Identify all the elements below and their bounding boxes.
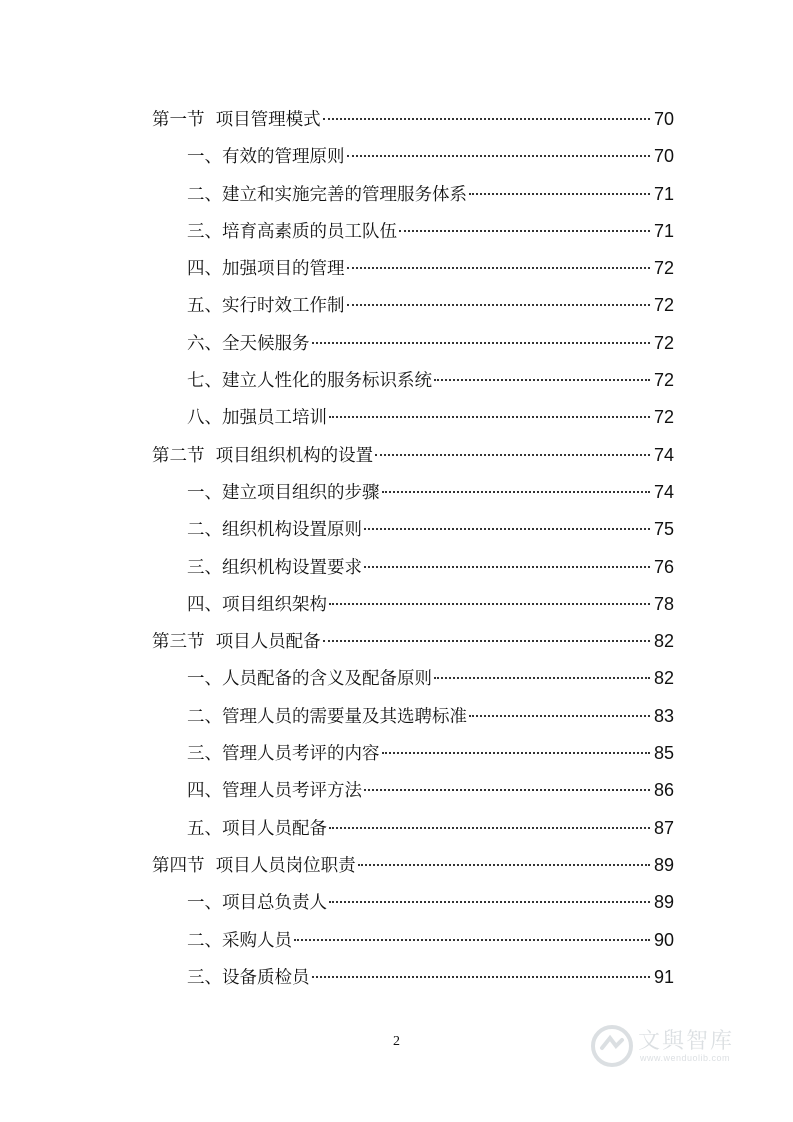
toc-entry-label: 四、项目组织架构 — [187, 594, 327, 615]
toc-entry-page: 70 — [653, 109, 674, 129]
toc-entry[interactable] — [152, 138, 674, 175]
toc-entry-label: 一、有效的管理原则 — [187, 147, 345, 168]
toc-dot-leader — [364, 528, 650, 530]
toc-dot-leader — [347, 267, 650, 269]
toc-entry-label: 一、人员配备的含义及配备原则 — [187, 669, 432, 690]
toc-entry-label: 四、加强项目的管理 — [187, 259, 345, 280]
toc-entry[interactable] — [152, 772, 674, 809]
toc-entry-label: 三、管理人员考评的内容 — [187, 744, 380, 765]
toc-dot-leader — [323, 640, 650, 642]
toc-entry[interactable] — [152, 101, 674, 138]
toc-entry-page: 91 — [653, 966, 674, 987]
watermark-logo-icon — [590, 1024, 634, 1068]
toc-dot-leader — [329, 901, 650, 903]
toc-dot-leader — [329, 603, 650, 605]
toc-entry-page: 87 — [653, 817, 674, 838]
toc-dot-leader — [364, 789, 650, 791]
toc-dot-leader — [323, 118, 650, 120]
toc-entry[interactable] — [152, 586, 674, 623]
toc-entry-page: 86 — [653, 780, 674, 801]
toc-dot-leader — [329, 827, 650, 829]
watermark-text: 文與智库 — [638, 1029, 735, 1054]
toc-entry[interactable] — [152, 698, 674, 735]
toc-entry-label: 第三节 项目人员配备 — [152, 632, 321, 653]
toc-entry[interactable] — [152, 287, 674, 324]
toc-entry[interactable] — [152, 437, 674, 474]
toc-entry-label: 六、全天候服务 — [187, 333, 310, 354]
toc-entry-label: 一、建立项目组织的步骤 — [187, 482, 380, 503]
toc-dot-leader — [434, 379, 650, 381]
toc-entry-page: 71 — [653, 220, 674, 241]
toc-entry-label: 二、管理人员的需要量及其选聘标准 — [187, 706, 467, 727]
toc-entry-label: 五、项目人员配备 — [187, 818, 327, 839]
toc-dot-leader — [382, 491, 650, 493]
toc-entry-label: 七、建立人性化的服务标识系统 — [187, 371, 432, 392]
toc-entry[interactable] — [152, 623, 674, 660]
toc-entry-page: 82 — [653, 668, 674, 689]
toc-dot-leader — [469, 193, 650, 195]
toc-entry-page: 76 — [653, 556, 674, 577]
toc-entry[interactable] — [152, 213, 674, 250]
toc-entry-page: 74 — [653, 444, 674, 465]
toc-entry-label: 五、实行时效工作制 — [187, 296, 345, 317]
toc-entry[interactable] — [152, 922, 674, 959]
toc-entry[interactable] — [152, 250, 674, 287]
toc-entry-label: 三、设备质检员 — [187, 967, 310, 988]
toc-entry[interactable] — [152, 362, 674, 399]
toc-entry-page: 82 — [653, 631, 674, 652]
toc-entry-page: 72 — [653, 407, 674, 428]
toc-entry[interactable] — [152, 325, 674, 362]
toc-dot-leader — [312, 342, 650, 344]
toc-entry[interactable] — [152, 735, 674, 772]
toc-entry-page: 78 — [653, 593, 674, 614]
toc-entry-page: 89 — [653, 854, 674, 875]
toc-dot-leader — [375, 454, 650, 456]
toc-dot-leader — [347, 155, 650, 157]
toc-entry[interactable] — [152, 847, 674, 884]
toc-entry-page: 83 — [653, 705, 674, 726]
toc-entry-label: 一、项目总负责人 — [187, 893, 327, 914]
toc-entry[interactable] — [152, 884, 674, 921]
toc-entry[interactable] — [152, 474, 674, 511]
toc-dot-leader — [329, 416, 650, 418]
toc-entry-label: 八、加强员工培训 — [187, 408, 327, 429]
toc-dot-leader — [382, 752, 650, 754]
toc-entry-page: 70 — [653, 146, 674, 167]
toc-dot-leader — [364, 566, 650, 568]
toc-dot-leader — [434, 677, 650, 679]
table-of-contents — [152, 101, 674, 996]
toc-entry-label: 二、组织机构设置原则 — [187, 520, 362, 541]
toc-entry[interactable] — [152, 810, 674, 847]
toc-entry-page: 71 — [653, 183, 674, 204]
toc-entry[interactable] — [152, 511, 674, 548]
toc-entry[interactable] — [152, 399, 674, 436]
toc-entry-page: 74 — [653, 481, 674, 502]
toc-entry-label: 二、采购人员 — [187, 930, 292, 951]
toc-dot-leader — [399, 230, 650, 232]
toc-entry-label: 二、建立和实施完善的管理服务体系 — [187, 184, 467, 205]
toc-entry-page: 90 — [653, 929, 674, 950]
toc-entry[interactable] — [152, 959, 674, 996]
watermark — [588, 1020, 758, 1072]
toc-entry-label: 三、培育高素质的员工队伍 — [187, 221, 397, 242]
toc-entry-page: 85 — [653, 743, 674, 764]
toc-entry-label: 第四节 项目人员岗位职责 — [152, 855, 356, 876]
toc-entry-label: 第二节 项目组织机构的设置 — [152, 445, 374, 466]
toc-dot-leader — [312, 976, 650, 978]
toc-entry-page: 72 — [653, 295, 674, 316]
toc-dot-leader — [469, 715, 650, 717]
toc-entry[interactable] — [152, 660, 674, 697]
toc-entry-label: 三、组织机构设置要求 — [187, 557, 362, 578]
toc-entry-page: 89 — [653, 892, 674, 913]
toc-entry-label: 四、管理人员考评方法 — [187, 781, 362, 802]
toc-entry-page: 75 — [653, 519, 674, 540]
toc-entry-page: 72 — [653, 370, 674, 391]
watermark-url: www.wenduolib.com — [640, 1053, 731, 1063]
toc-entry[interactable] — [152, 176, 674, 213]
toc-entry-page: 72 — [653, 332, 674, 353]
toc-entry[interactable] — [152, 549, 674, 586]
toc-dot-leader — [347, 304, 650, 306]
page-number: 2 — [393, 1034, 400, 1049]
toc-dot-leader — [358, 864, 650, 866]
toc-entry-page: 72 — [653, 258, 674, 279]
toc-dot-leader — [294, 939, 650, 941]
toc-entry-label: 第一节 项目管理模式 — [152, 110, 321, 130]
